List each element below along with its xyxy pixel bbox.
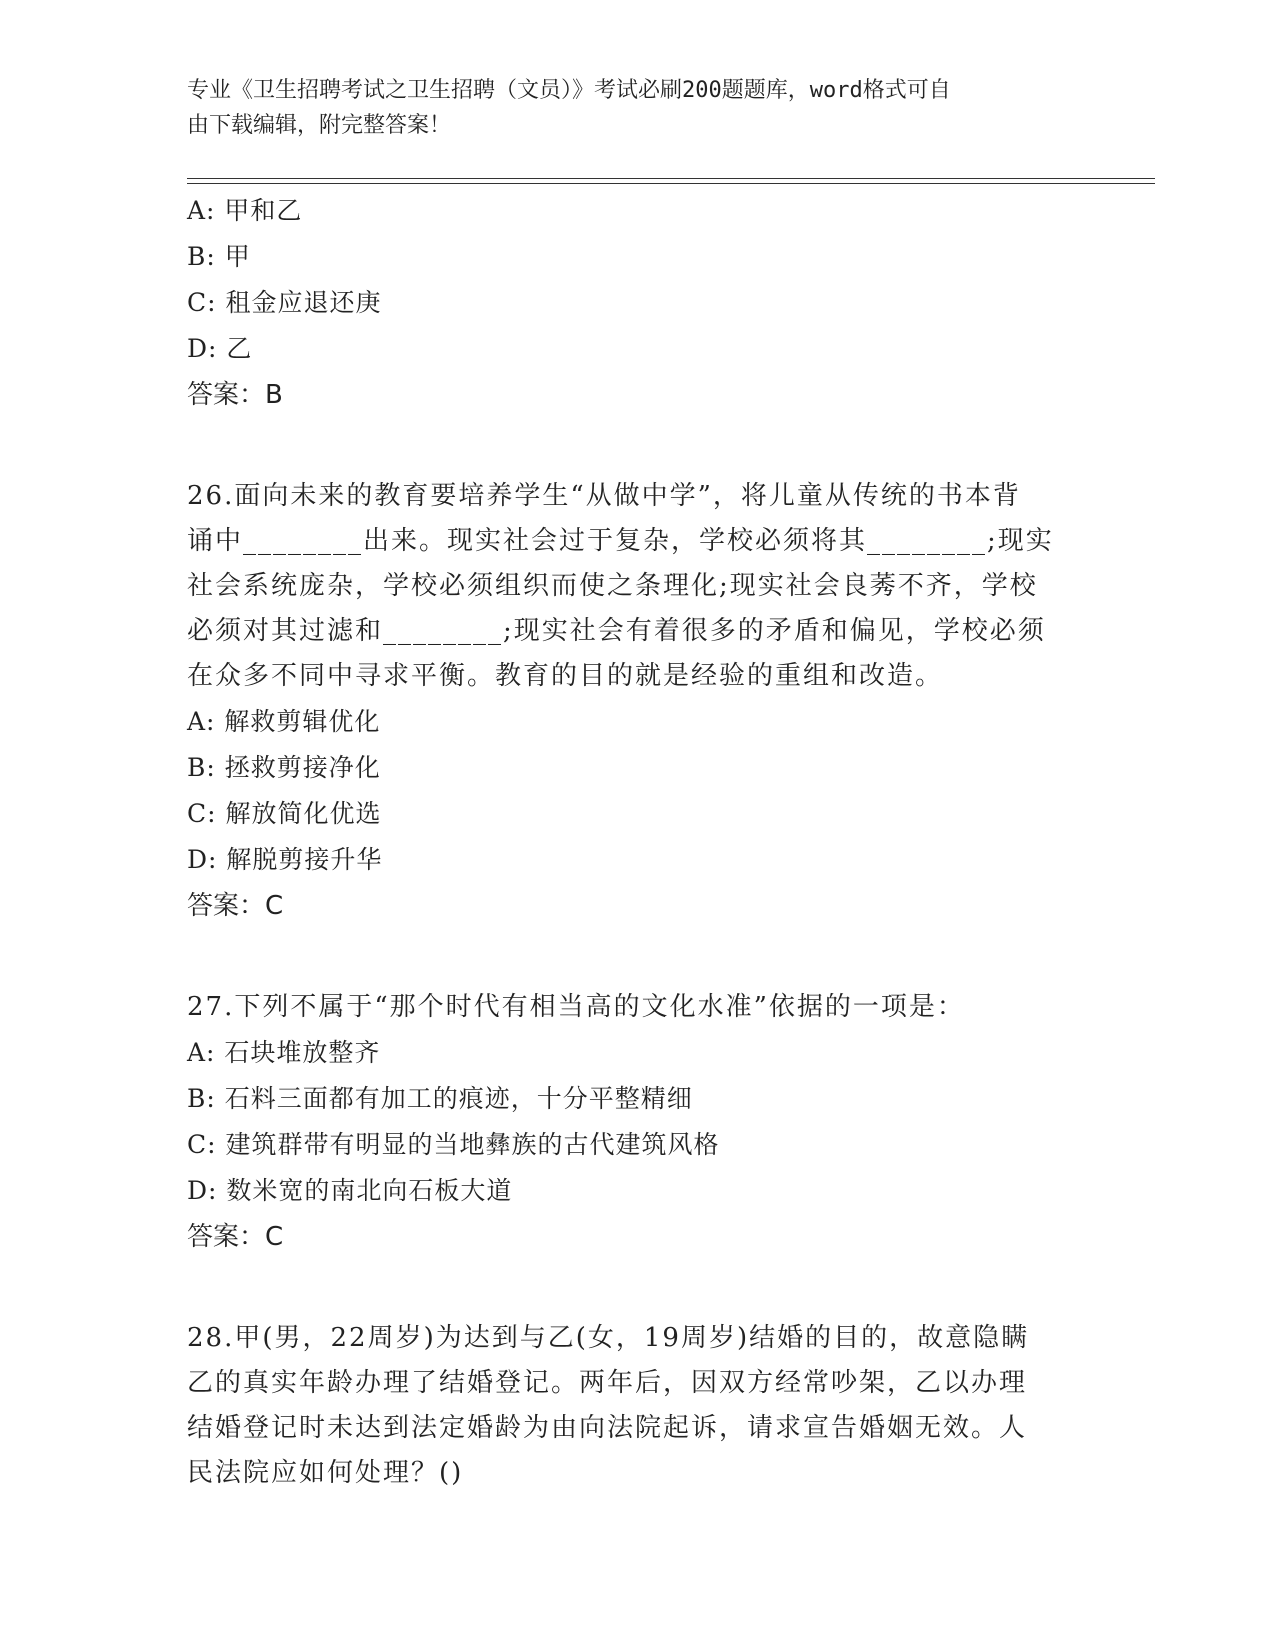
question-25-block bbox=[187, 188, 1087, 418]
option-a: A: 石块堆放整齐 bbox=[187, 1038, 381, 1067]
header-line-2: 由下载编辑，附完整答案！ bbox=[187, 113, 452, 138]
answer-line: 答案：C bbox=[187, 891, 284, 921]
question-text-line: 在众多不同中寻求平衡。教育的目的就是经验的重组和改造。 bbox=[187, 661, 944, 691]
option-c: C: 建筑群带有明显的当地彝族的古代建筑风格 bbox=[187, 1130, 720, 1159]
option-d: D: 解脱剪接升华 bbox=[187, 845, 383, 874]
spacer bbox=[187, 1260, 1087, 1316]
option-b: B: 拯救剪接净化 bbox=[187, 753, 381, 782]
question-text-line: 社会系统庞杂，学校必须组织而使之条理化;现实社会良莠不齐，学校 bbox=[187, 571, 1038, 601]
header-divider-bottom bbox=[187, 183, 1155, 184]
question-text-line: 27.下列不属于“那个时代有相当高的文化水准”依据的一项是： bbox=[187, 992, 965, 1022]
question-text-line: 28.甲(男，22周岁)为达到与乙(女，19周岁)结婚的目的，故意隐瞒 bbox=[187, 1323, 1030, 1353]
option-a: A: 甲和乙 bbox=[187, 196, 303, 225]
option-d: D: 数米宽的南北向石板大道 bbox=[187, 1176, 513, 1205]
option-c: C: 解放简化优选 bbox=[187, 799, 382, 828]
question-text-line: 26.面向未来的教育要培养学生“从做中学”，将儿童从传统的书本背 bbox=[187, 481, 1021, 511]
header-divider-top bbox=[187, 178, 1155, 179]
question-text-line: 民法院应如何处理？() bbox=[187, 1458, 464, 1488]
option-b: B: 石料三面都有加工的痕迹，十分平整精细 bbox=[187, 1084, 693, 1113]
document-header bbox=[187, 73, 1067, 143]
question-26-block bbox=[187, 474, 1087, 929]
question-text-line: 乙的真实年龄办理了结婚登记。两年后，因双方经常吵架，乙以办理 bbox=[187, 1368, 1028, 1398]
question-text-line: 必须对其过滤和________;现实社会有着很多的矛盾和偏见，学校必须 bbox=[187, 616, 1046, 646]
option-a: A: 解救剪辑优化 bbox=[187, 707, 381, 736]
answer-line: 答案：C bbox=[187, 1222, 284, 1252]
question-text-line: 诵中________出来。现实社会过于复杂，学校必须将其________;现实 bbox=[187, 526, 1054, 556]
answer-line: 答案：B bbox=[187, 380, 283, 410]
question-27-block bbox=[187, 985, 1087, 1260]
spacer bbox=[187, 418, 1087, 474]
document-body bbox=[187, 188, 1087, 1496]
question-text-line: 结婚登记时未达到法定婚龄为由向法院起诉，请求宣告婚姻无效。人 bbox=[187, 1413, 1028, 1443]
option-b: B: 甲 bbox=[187, 242, 251, 271]
option-d: D: 乙 bbox=[187, 334, 253, 363]
option-c: C: 租金应退还庚 bbox=[187, 288, 382, 317]
spacer bbox=[187, 929, 1087, 985]
header-line-1: 专业《卫生招聘考试之卫生招聘（文员）》考试必刷200题题库，word格式可自 bbox=[187, 78, 951, 103]
question-28-block bbox=[187, 1316, 1087, 1496]
